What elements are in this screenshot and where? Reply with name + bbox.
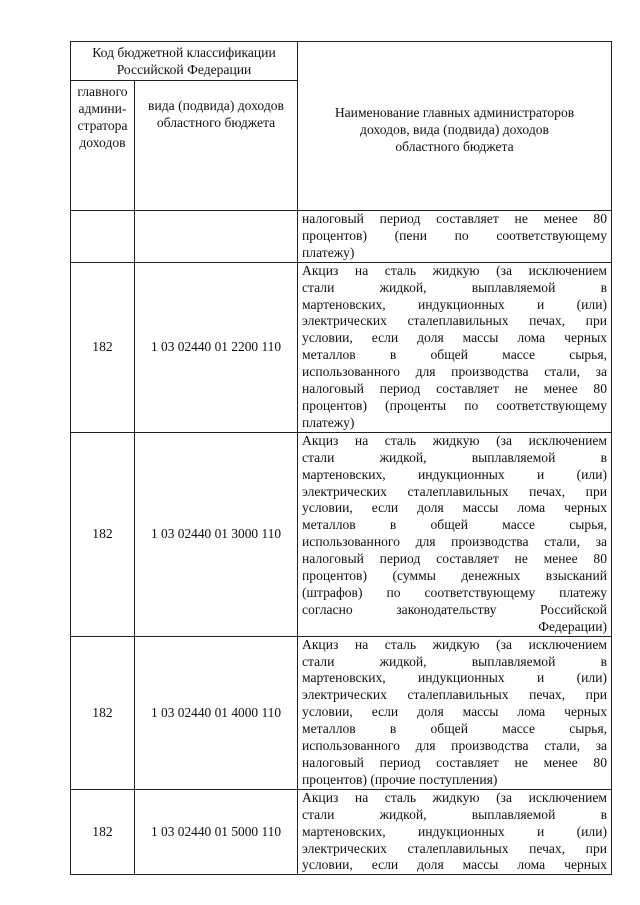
text-line: налоговый период составляет не менее 80	[302, 755, 608, 770]
header-code-line: областного бюджета	[156, 115, 276, 130]
text-line: Акциз на сталь жидкую (за исключением	[302, 789, 608, 805]
table-row	[71, 432, 612, 636]
text-line: электрических сталеплавильных печах, при	[302, 313, 608, 329]
text-line: электрических сталеплавильных печах, при	[302, 483, 608, 499]
header-admin-column	[71, 81, 135, 211]
text-line: процентов) (суммы денежных взысканий	[302, 568, 608, 584]
text-line: стали жидкой, выплавляемой в	[302, 279, 608, 295]
budget-classification-table	[70, 41, 612, 875]
text-line: Акциз на сталь жидкую (за исключением	[302, 262, 608, 278]
text-line: условии, если доля массы лома черных	[302, 704, 608, 720]
text-line: платежу)	[302, 414, 355, 430]
text-line: электрических сталеплавильных печах, при	[302, 840, 608, 856]
table-row	[71, 789, 612, 875]
text-line: мартеновских, индукционных и (или)	[302, 823, 608, 839]
text-line: мартеновских, индукционных и (или)	[302, 670, 608, 686]
text-line: процентов) (проценты по соответствующему	[302, 397, 608, 413]
revenue-code-cell: 1 03 02440 01 2200 110	[135, 262, 298, 432]
text-line: мартеновских, индукционных и (или)	[302, 296, 608, 312]
revenue-code-cell: 1 03 02440 01 3000 110	[135, 432, 298, 636]
text-line: (штрафов) по соответствующему платежу	[302, 584, 608, 600]
text-line: Акциз на сталь жидкую (за исключением	[302, 636, 608, 652]
text-line: процентов) (пени по соответствующему	[302, 227, 608, 243]
revenue-name-cell	[298, 432, 612, 636]
text-line: платежу)	[302, 244, 355, 260]
text-line: условии, если доля массы лома черных	[302, 857, 608, 873]
revenue-name-cell	[298, 262, 612, 432]
header-row-group	[71, 42, 612, 81]
admin-code-cell: 182	[71, 262, 135, 432]
header-admin-line: главного	[77, 84, 128, 99]
header-name-column	[298, 42, 612, 211]
revenue-name-cell	[298, 636, 612, 789]
header-group-line: Код бюджетной классификации	[92, 45, 276, 60]
text-line: согласно законодательству Российской	[302, 601, 608, 617]
admin-code-cell: 182	[71, 636, 135, 789]
revenue-name-cell	[298, 211, 612, 263]
admin-code-cell	[71, 211, 135, 263]
revenue-name-cell	[298, 789, 612, 875]
text-line: стали жидкой, выплавляемой в	[302, 449, 608, 465]
revenue-code-cell	[135, 211, 298, 263]
header-name-line: областного бюджета	[395, 138, 514, 154]
header-code-column	[135, 81, 298, 211]
header-name-line: доходов, вида (подвида) доходов	[360, 121, 549, 137]
header-admin-line: админи-	[78, 101, 127, 116]
table-row	[71, 262, 612, 432]
header-group-line: Российской Федерации	[116, 62, 252, 77]
header-code-line: вида (подвида) доходов	[148, 98, 284, 113]
header-name-line: Наименование главных администраторов	[334, 104, 575, 120]
text-line: процентов) (прочие поступления)	[302, 771, 498, 787]
text-line: налоговый период составляет не менее 80	[302, 211, 608, 226]
table-row	[71, 211, 612, 263]
revenue-code-cell: 1 03 02440 01 4000 110	[135, 636, 298, 789]
header-classification-code	[71, 42, 298, 81]
text-line: стали жидкой, выплавляемой в	[302, 806, 608, 822]
text-line: Акциз на сталь жидкую (за исключением	[302, 432, 608, 448]
text-line: электрических сталеплавильных печах, при	[302, 687, 608, 703]
admin-code-cell: 182	[71, 432, 135, 636]
text-line: использованного для производства стали, за	[302, 364, 608, 380]
header-admin-line: доходов	[79, 135, 126, 150]
text-line: металлов в общей массе сырья,	[302, 721, 608, 737]
admin-code-cell: 182	[71, 789, 135, 875]
text-line: Федерации)	[538, 618, 608, 634]
header-admin-line: стратора	[77, 118, 128, 133]
text-line: металлов в общей массе сырья,	[302, 517, 608, 533]
table-row	[71, 636, 612, 789]
text-line: налоговый период составляет не менее 80	[302, 551, 608, 567]
text-line: стали жидкой, выплавляемой в	[302, 653, 608, 669]
text-line: условии, если доля массы лома черных	[302, 330, 608, 346]
text-line: мартеновских, индукционных и (или)	[302, 466, 608, 482]
text-line: использованного для производства стали, за	[302, 738, 608, 754]
text-line: металлов в общей массе сырья,	[302, 347, 608, 363]
revenue-code-cell: 1 03 02440 01 5000 110	[135, 789, 298, 875]
text-line: использованного для производства стали, за	[302, 534, 608, 550]
text-line: налоговый период составляет не менее 80	[302, 381, 608, 397]
text-line: условии, если доля массы лома черных	[302, 500, 608, 516]
